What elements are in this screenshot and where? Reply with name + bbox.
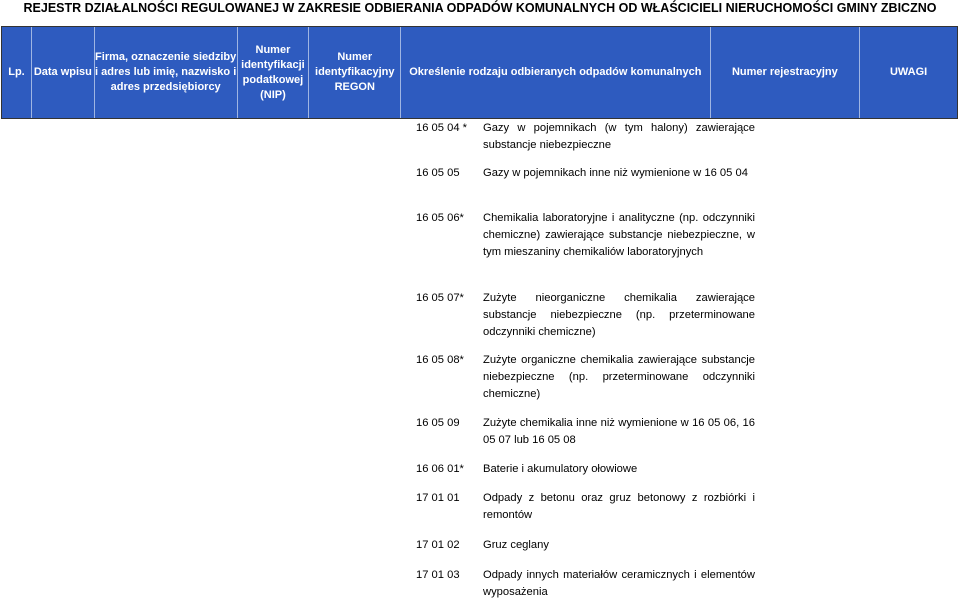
header-uwagi: UWAGI <box>889 66 928 78</box>
waste-description: Zużyte chemikalia inne niż wymienione w 16 05 06, 16 05 07 lub 16 05 08 <box>483 417 755 446</box>
waste-description: Gazy w pojemnikach inne niż wymienione w 16 05 04 <box>483 167 748 179</box>
header-numer-rejestracyjny: Numer rejestracyjny <box>711 27 861 118</box>
waste-code: 16 05 07* <box>416 292 464 304</box>
waste-code: 16 05 06* <box>416 212 464 224</box>
waste-code: 16 05 08* <box>416 354 464 366</box>
waste-code: 16 05 09 <box>416 417 460 429</box>
header-nip: Numer identyfikacji podatkowej (NIP) <box>238 27 310 118</box>
header-firma: Firma, oznaczenie siedziby i adres lub imię, nazwisko i adres przedsiębiorcy <box>95 27 238 118</box>
register-table <box>1 26 958 119</box>
waste-description: Gazy w pojemnikach (w tym halony) zawierające substancje niebezpieczne <box>483 122 755 151</box>
header-okreslenie: Określenie rodzaju odbieranych odpadów komunalnych <box>401 27 710 118</box>
waste-code: 16 06 01* <box>416 463 464 475</box>
page-title: REJESTR DZIAŁALNOŚCI REGULOWANEJ W ZAKRESIE ODBIERANIA ODPADÓW KOMUNALNYCH OD WŁAŚCICIELI NIERUCHOMOŚCI GMINY ZBICZNO <box>23 1 937 15</box>
waste-description: Baterie i akumulatory ołowiowe <box>483 463 638 475</box>
waste-code: 16 05 05 <box>416 167 460 179</box>
waste-description: Chemikalia laboratoryjne i analityczne (np. odczynniki chemiczne) zawierające substancje niebezpieczne, w tym mieszaniny chemikaliów laboratoryjnych <box>483 212 755 258</box>
waste-description: Zużyte nieorganiczne chemikalia zawierające substancje niebezpieczne (np. przeterminowane odczynniki chemiczne) <box>483 292 755 338</box>
waste-description: Odpady z betonu oraz gruz betonowy z rozbiórki i remontów <box>483 492 755 521</box>
waste-code: 17 01 01 <box>416 492 460 504</box>
header-regon: Numer identyfikacyjny REGON <box>309 27 401 118</box>
waste-description: Zużyte organiczne chemikalia zawierające substancje niebezpieczne (np. przeterminowane odczynniki chemiczne) <box>483 354 755 400</box>
waste-code: 16 05 04 * <box>416 122 468 134</box>
table-header <box>2 27 957 118</box>
header-lp: Lp. <box>2 27 32 118</box>
waste-code: 17 01 03 <box>416 569 460 581</box>
waste-description: Gruz ceglany <box>483 539 549 551</box>
header-data-wpisu: Data wpisu <box>32 27 95 118</box>
waste-code: 17 01 02 <box>416 539 460 551</box>
waste-description: Odpady innych materiałów ceramicznych i elementów wyposażenia <box>483 569 755 598</box>
